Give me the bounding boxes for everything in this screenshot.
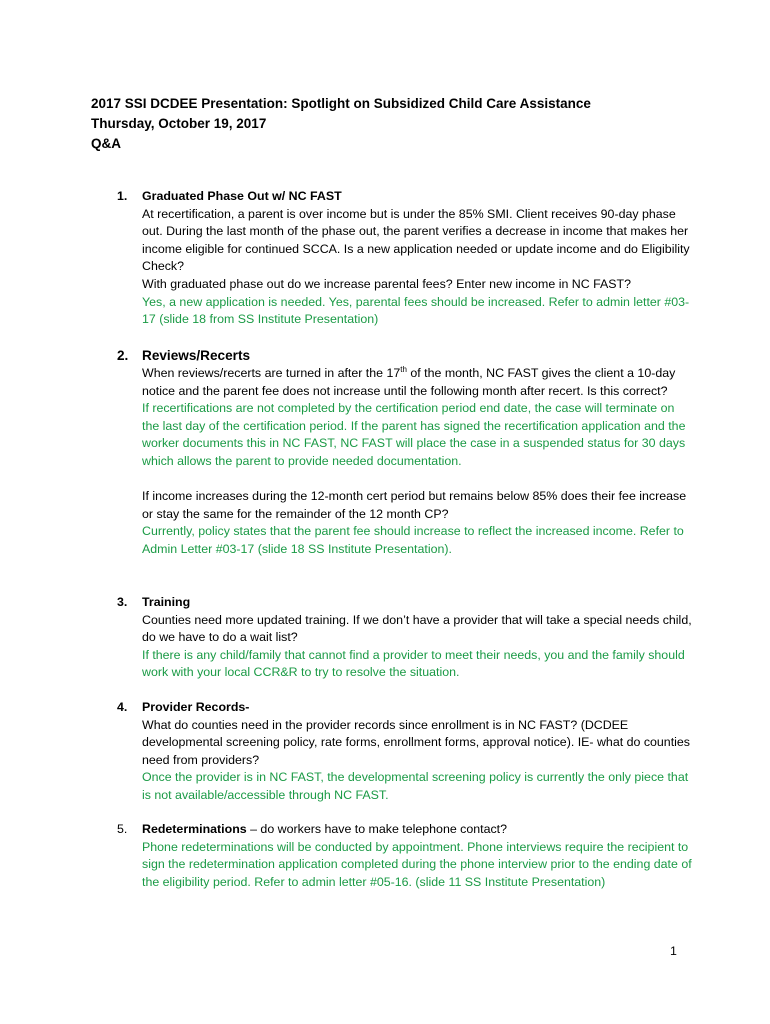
qa-item-4 bbox=[117, 699, 692, 805]
item-title: Reviews/Recerts bbox=[142, 348, 251, 363]
document-header bbox=[91, 94, 711, 154]
item-question: At recertification, a parent is over income but is under the 85% SMI. Client receives 90-day phase out. During the last month of the phase out, the parent verifies a decrease in income that makes her income eligible for continued SCCA. Is a new application needed or update income and do Eligibility Check? bbox=[142, 206, 690, 274]
item-answer-a: If recertifications are not completed by the certification period end date, the case will terminate on the last day of the certification period. If the parent has signed the recertification application and the worker documents this in NC FAST, NC FAST will place the case in a suspended status for 30 days which allows the parent to provide needed documentation. bbox=[142, 401, 686, 468]
item-question: What do counties need in the provider records since enrollment is in NC FAST? (DCDEE developmental screening policy, rate forms, enrollment forms, approval notice). IE- what do counties need from providers? bbox=[142, 717, 690, 767]
item-title-line bbox=[142, 821, 692, 839]
qa-item-2 bbox=[117, 346, 692, 559]
item-answer: Once the provider is in NC FAST, the developmental screening policy is currently the only piece that is not available/accessible through NC FAST. bbox=[142, 770, 689, 802]
item-answer-b: Currently, policy states that the parent fee should increase to reflect the increased income. Refer to Admin Letter #03-17 (slide 18 SS Institute Presentation). bbox=[142, 524, 684, 556]
item-answer: If there is any child/family that cannot find a provider to meet their needs, you and the family should work with your local CCR&R to try to resolve the situation. bbox=[142, 647, 685, 680]
qa-item-5 bbox=[117, 821, 692, 891]
item-title: Redeterminations bbox=[142, 822, 247, 836]
page-number: 1 bbox=[670, 944, 677, 958]
item-question: Counties need more updated training. If we don’t have a provider that will take a special needs child, do we have to do a wait list? bbox=[142, 612, 692, 645]
item-number: 5. bbox=[117, 822, 128, 836]
item-question-2: With graduated phase out do we increase parental fees? Enter new income in NC FAST? bbox=[142, 276, 632, 291]
item-title: Provider Records- bbox=[142, 700, 250, 714]
item-title: Training bbox=[142, 595, 191, 609]
qa-item-3 bbox=[117, 594, 692, 682]
item-question-b: If income increases during the 12-month cert period but remains below 85% does their fee increase or stay the same for the remainder of the 12 month CP? bbox=[142, 489, 687, 521]
item-question-a: When reviews/recerts are turned in after the 17th of the month, NC FAST gives the client a 10-day notice and the parent fee does not increase until the following month after recert. Is this correct? bbox=[142, 364, 676, 398]
presentation-title: 2017 SSI DCDEE Presentation: Spotlight on Subsidized Child Care Assistance bbox=[91, 96, 591, 111]
presentation-date: Thursday, October 19, 2017 bbox=[91, 116, 267, 131]
qa-heading: Q&A bbox=[91, 136, 121, 151]
item-number: 2. bbox=[117, 348, 129, 363]
item-answer: Yes, a new application is needed. Yes, parental fees should be increased. Refer to admin letter #03-17 (slide 18 from SS Institute Presentation) bbox=[142, 294, 690, 327]
qa-item-1 bbox=[117, 188, 692, 329]
item-title: Graduated Phase Out w/ NC FAST bbox=[142, 189, 342, 203]
item-answer: Phone redeterminations will be conducted by appointment. Phone interviews require the recipient to sign the redetermination application completed during the phone interview prior to the ending date of the eligibility period. Refer to admin letter #05-16. (slide 11 SS Institute Presentation) bbox=[142, 839, 692, 889]
item-question: – do workers have to make telephone contact? bbox=[246, 822, 508, 836]
item-number: 3. bbox=[117, 595, 128, 609]
item-number: 1. bbox=[117, 189, 128, 203]
item-number: 4. bbox=[117, 700, 128, 714]
